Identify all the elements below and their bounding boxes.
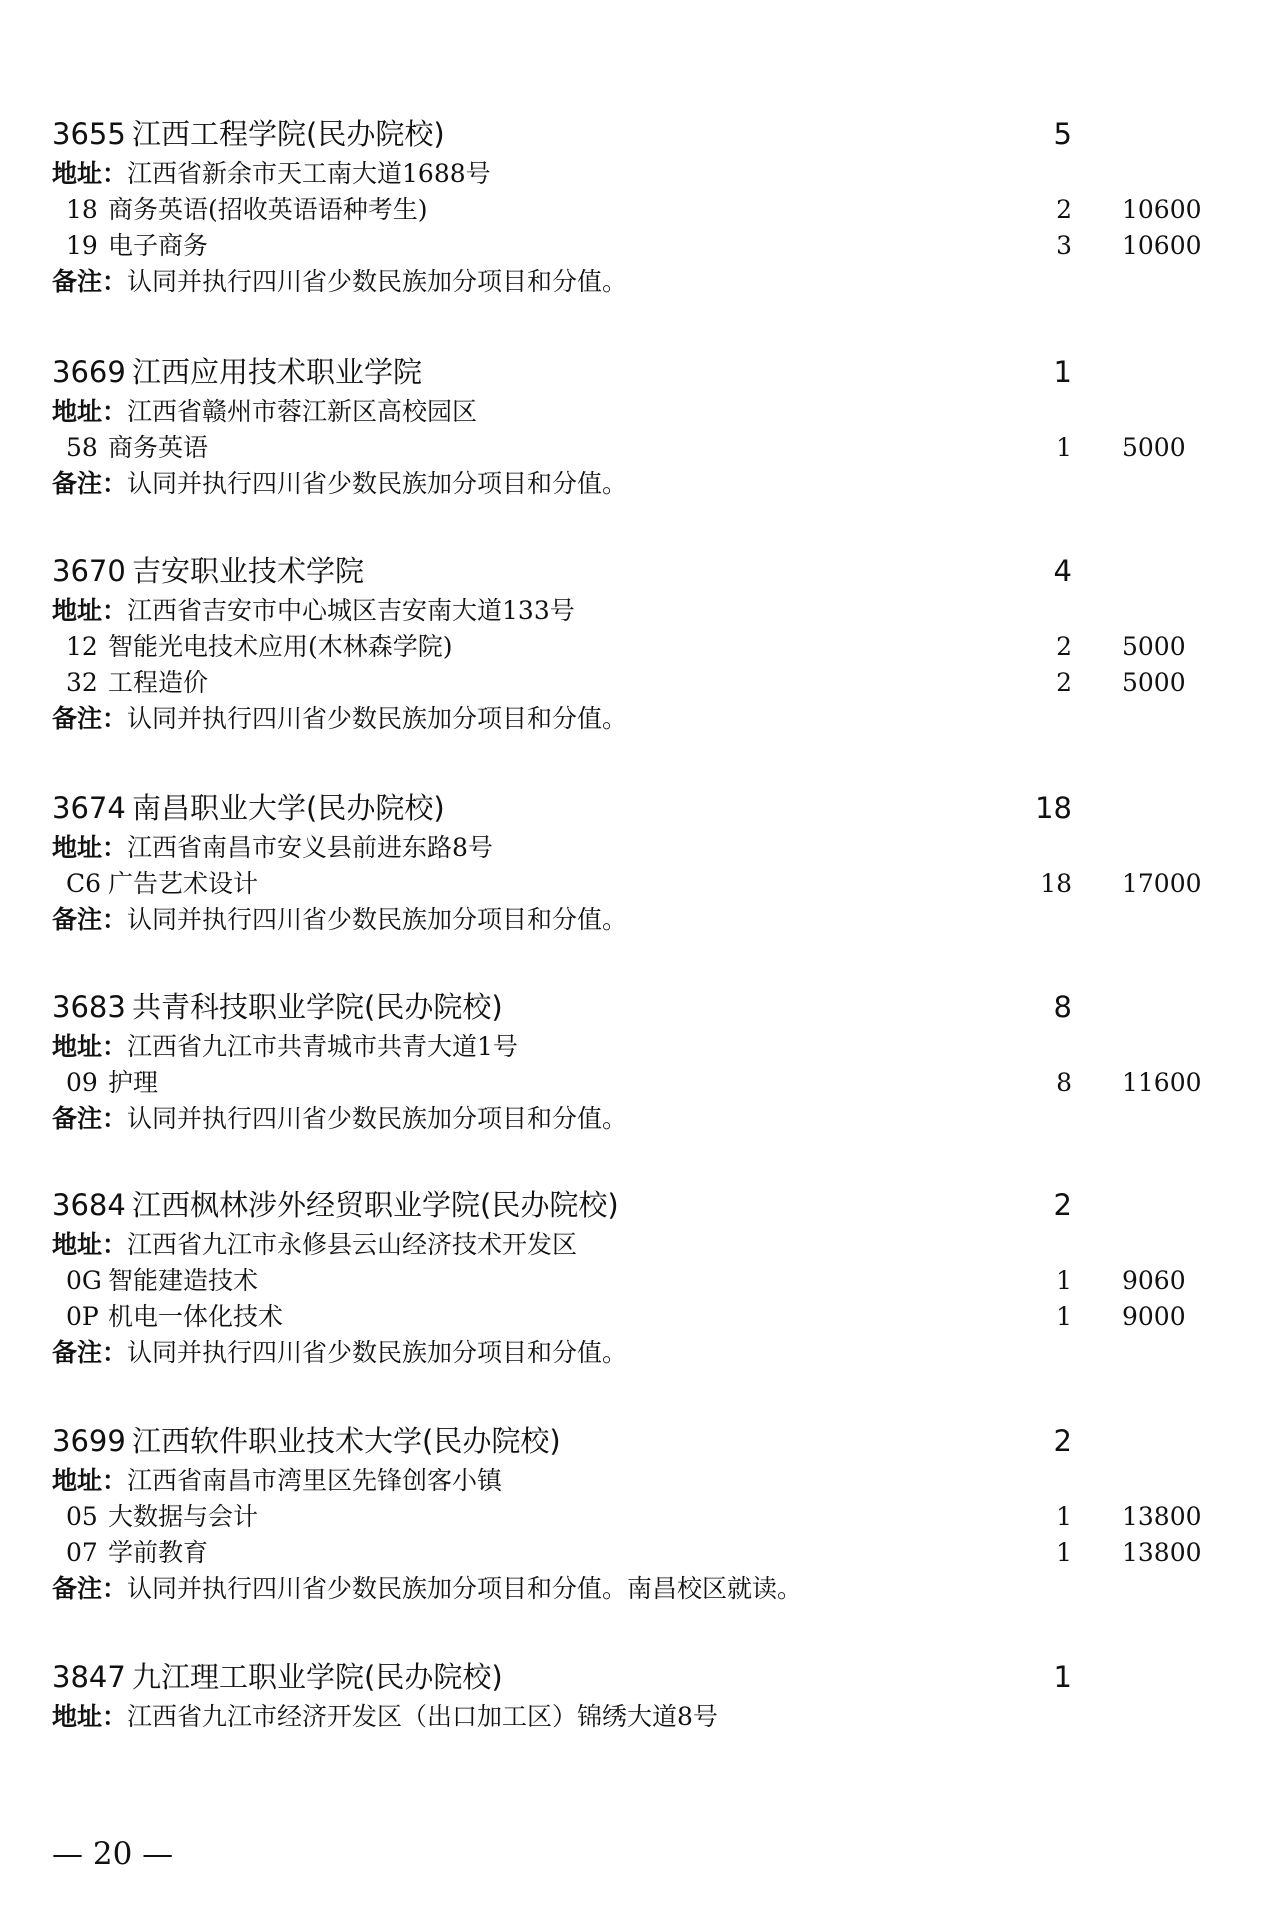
school-quota: 2 — [1053, 1188, 1072, 1222]
major-code: 18 — [66, 195, 98, 224]
major-fee: 9060 — [1122, 1266, 1186, 1295]
school-entry — [52, 112, 1202, 300]
major-quota: 2 — [1056, 668, 1072, 697]
major-code: 32 — [66, 668, 98, 697]
school-note — [52, 1571, 1132, 1607]
school-name: 江西软件职业技术大学(民办院校) — [132, 1424, 561, 1458]
address-text: 江西省南昌市湾里区先锋创客小镇 — [127, 1466, 503, 1495]
major-code: C6 — [66, 869, 102, 898]
school-quota: 2 — [1053, 1424, 1072, 1458]
major-name: 智能光电技术应用(木林森学院) — [108, 632, 453, 661]
page-number: — 20 — — [52, 1836, 174, 1872]
address-text: 江西省吉安市中心城区吉安南大道133号 — [127, 596, 575, 625]
school-code: 3674 — [52, 791, 126, 825]
note-text: 认同并执行四川省少数民族加分项目和分值。 — [127, 905, 628, 934]
school-header — [52, 786, 1132, 830]
major-code: 19 — [66, 231, 98, 260]
address-label: 地址： — [52, 833, 128, 862]
school-entry — [52, 549, 1186, 737]
school-quota: 1 — [1053, 1660, 1072, 1694]
school-address — [52, 1029, 1132, 1065]
school-entry — [52, 1655, 1132, 1735]
school-code: 3847 — [52, 1660, 126, 1694]
major-name: 工程造价 — [108, 668, 209, 697]
school-entry — [52, 985, 1202, 1137]
major-quota: 1 — [1056, 1302, 1072, 1331]
address-text: 江西省九江市永修县云山经济技术开发区 — [127, 1230, 578, 1259]
major-fee: 5000 — [1122, 668, 1186, 697]
school-name: 吉安职业技术学院 — [132, 554, 365, 588]
major-row — [52, 430, 1186, 466]
note-text: 认同并执行四川省少数民族加分项目和分值。 — [127, 267, 628, 296]
major-code: 0G — [66, 1266, 102, 1295]
major-row — [52, 629, 1186, 665]
address-text: 江西省九江市经济开发区（出口加工区）锦绣大道8号 — [127, 1702, 718, 1731]
school-note — [52, 1335, 1132, 1371]
school-entry — [52, 786, 1202, 938]
school-note — [52, 1101, 1132, 1137]
major-quota: 18 — [1040, 869, 1072, 898]
major-fee: 11600 — [1122, 1068, 1202, 1097]
school-name: 江西应用技术职业学院 — [132, 355, 423, 389]
major-code: 05 — [66, 1502, 98, 1531]
school-header — [52, 549, 1132, 593]
school-code: 3699 — [52, 1424, 126, 1458]
note-label: 备注： — [52, 469, 128, 498]
address-label: 地址： — [52, 1230, 128, 1259]
address-label: 地址： — [52, 1466, 128, 1495]
major-quota: 1 — [1056, 1266, 1072, 1295]
school-address — [52, 1227, 1132, 1263]
school-name: 九江理工职业学院(民办院校) — [132, 1660, 503, 1694]
major-fee: 5000 — [1122, 632, 1186, 661]
school-header — [52, 985, 1132, 1029]
school-note — [52, 264, 1132, 300]
major-fee: 10600 — [1122, 231, 1202, 260]
school-note — [52, 902, 1132, 938]
address-label: 地址： — [52, 1032, 128, 1061]
address-label: 地址： — [52, 1702, 128, 1731]
note-label: 备注： — [52, 267, 128, 296]
note-text: 认同并执行四川省少数民族加分项目和分值。 — [127, 1338, 628, 1367]
major-quota: 1 — [1056, 433, 1072, 462]
major-fee: 9000 — [1122, 1302, 1186, 1331]
major-row — [52, 1299, 1186, 1335]
major-fee: 13800 — [1122, 1502, 1202, 1531]
major-fee: 17000 — [1122, 869, 1202, 898]
school-code: 3669 — [52, 355, 126, 389]
major-quota: 2 — [1056, 632, 1072, 661]
note-label: 备注： — [52, 1104, 128, 1133]
school-address — [52, 593, 1132, 629]
major-fee: 10600 — [1122, 195, 1202, 224]
major-code: 09 — [66, 1068, 98, 1097]
note-label: 备注： — [52, 1574, 128, 1603]
note-text: 认同并执行四川省少数民族加分项目和分值。 — [127, 1104, 628, 1133]
address-text: 江西省南昌市安义县前进东路8号 — [127, 833, 493, 862]
major-quota: 3 — [1056, 231, 1072, 260]
school-header — [52, 1419, 1132, 1463]
school-name: 南昌职业大学(民办院校) — [132, 791, 445, 825]
major-code: 0P — [66, 1302, 99, 1331]
major-row — [52, 1065, 1202, 1101]
note-text: 认同并执行四川省少数民族加分项目和分值。 — [127, 704, 628, 733]
address-text: 江西省新余市天工南大道1688号 — [127, 159, 491, 188]
major-name: 广告艺术设计 — [108, 869, 259, 898]
school-note — [52, 701, 1132, 737]
major-quota: 1 — [1056, 1502, 1072, 1531]
major-name: 学前教育 — [108, 1538, 209, 1567]
school-quota: 5 — [1053, 117, 1072, 151]
school-entry — [52, 1419, 1202, 1607]
note-text: 认同并执行四川省少数民族加分项目和分值。南昌校区就读。 — [127, 1574, 803, 1603]
major-row — [52, 228, 1202, 264]
major-name: 大数据与会计 — [108, 1502, 259, 1531]
major-name: 电子商务 — [108, 231, 209, 260]
school-address — [52, 156, 1132, 192]
address-label: 地址： — [52, 596, 128, 625]
address-text: 江西省九江市共青城市共青大道1号 — [127, 1032, 518, 1061]
major-row — [52, 866, 1202, 902]
school-code: 3670 — [52, 554, 126, 588]
note-label: 备注： — [52, 704, 128, 733]
major-quota: 2 — [1056, 195, 1072, 224]
school-code: 3683 — [52, 990, 126, 1024]
major-quota: 1 — [1056, 1538, 1072, 1567]
school-name: 共青科技职业学院(民办院校) — [132, 990, 503, 1024]
school-name: 江西工程学院(民办院校) — [132, 117, 445, 151]
note-label: 备注： — [52, 905, 128, 934]
major-code: 07 — [66, 1538, 98, 1567]
school-quota: 1 — [1053, 355, 1072, 389]
school-entry — [52, 350, 1186, 502]
school-address — [52, 394, 1132, 430]
school-address — [52, 1699, 1132, 1735]
major-name: 智能建造技术 — [108, 1266, 259, 1295]
school-quota: 4 — [1053, 554, 1072, 588]
major-name: 机电一体化技术 — [108, 1302, 284, 1331]
school-code: 3655 — [52, 117, 126, 151]
major-row — [52, 192, 1202, 228]
school-code: 3684 — [52, 1188, 126, 1222]
school-note — [52, 466, 1132, 502]
school-header — [52, 1655, 1132, 1699]
note-text: 认同并执行四川省少数民族加分项目和分值。 — [127, 469, 628, 498]
major-code: 58 — [66, 433, 98, 462]
school-header — [52, 1183, 1132, 1227]
school-name: 江西枫林涉外经贸职业学院(民办院校) — [132, 1188, 619, 1222]
major-name: 商务英语(招收英语语种考生) — [108, 195, 428, 224]
school-quota: 8 — [1053, 990, 1072, 1024]
school-quota: 18 — [1035, 791, 1072, 825]
major-quota: 8 — [1056, 1068, 1072, 1097]
major-code: 12 — [66, 632, 98, 661]
major-row — [52, 1263, 1186, 1299]
major-name: 护理 — [108, 1068, 159, 1097]
school-address — [52, 830, 1132, 866]
address-label: 地址： — [52, 159, 128, 188]
note-label: 备注： — [52, 1338, 128, 1367]
major-row — [52, 665, 1186, 701]
major-row — [52, 1499, 1202, 1535]
school-header — [52, 350, 1132, 394]
school-entry — [52, 1183, 1186, 1371]
major-row — [52, 1535, 1202, 1571]
major-name: 商务英语 — [108, 433, 209, 462]
address-text: 江西省赣州市蓉江新区高校园区 — [127, 397, 478, 426]
school-address — [52, 1463, 1132, 1499]
major-fee: 13800 — [1122, 1538, 1202, 1567]
school-header — [52, 112, 1132, 156]
address-label: 地址： — [52, 397, 128, 426]
major-fee: 5000 — [1122, 433, 1186, 462]
